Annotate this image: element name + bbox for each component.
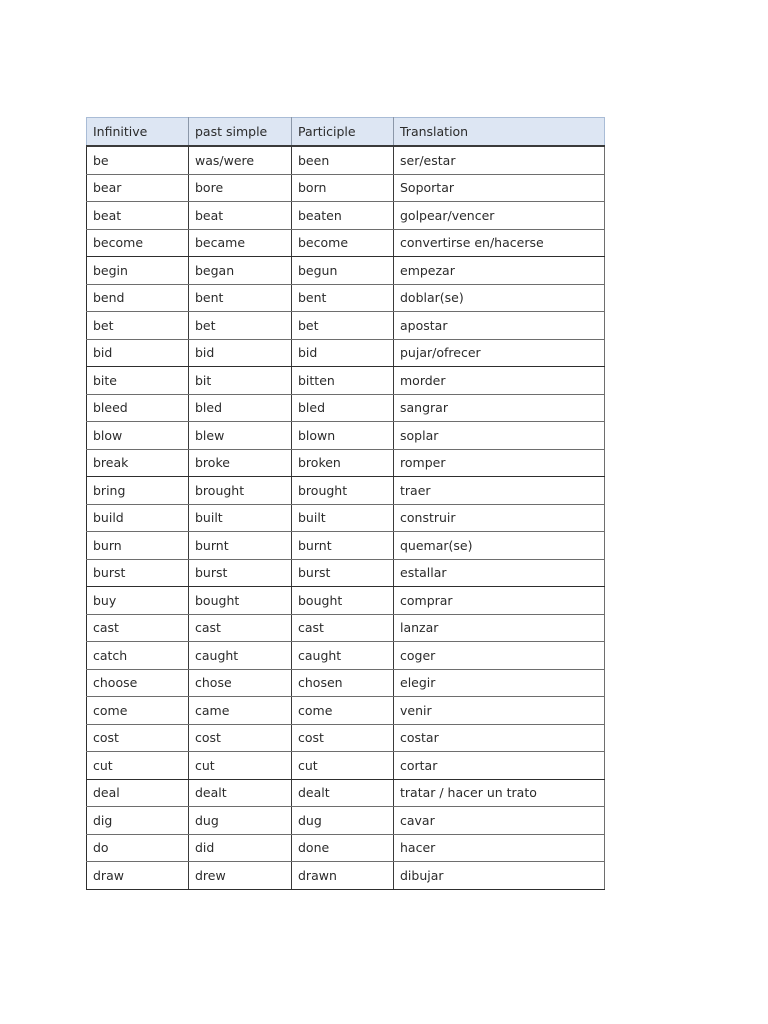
infinitive-cell: bend (87, 284, 189, 312)
participle-cell: been (292, 146, 394, 174)
translation-cell: pujar/ofrecer (394, 339, 605, 367)
translation-cell: traer (394, 477, 605, 505)
infinitive-cell: cost (87, 724, 189, 752)
infinitive-cell: cut (87, 752, 189, 780)
past-simple-cell: was/were (189, 146, 292, 174)
translation-cell: dibujar (394, 862, 605, 890)
participle-cell: done (292, 834, 394, 862)
participle-cell: dug (292, 807, 394, 835)
participle-cell: bet (292, 312, 394, 340)
translation-cell: sangrar (394, 394, 605, 422)
past-simple-cell: built (189, 504, 292, 532)
table-row (87, 257, 605, 285)
table-row (87, 477, 605, 505)
participle-cell: chosen (292, 669, 394, 697)
translation-cell: soplar (394, 422, 605, 450)
table-row (87, 312, 605, 340)
participle-cell: cast (292, 614, 394, 642)
infinitive-cell: burst (87, 559, 189, 587)
infinitive-cell: begin (87, 257, 189, 285)
translation-cell: venir (394, 697, 605, 725)
infinitive-cell: be (87, 146, 189, 174)
participle-cell: born (292, 174, 394, 202)
infinitive-cell: bid (87, 339, 189, 367)
table-row (87, 174, 605, 202)
past-simple-cell: bled (189, 394, 292, 422)
translation-cell: morder (394, 367, 605, 395)
participle-cell: become (292, 229, 394, 257)
translation-cell: romper (394, 449, 605, 477)
translation-cell: quemar(se) (394, 532, 605, 560)
translation-cell: apostar (394, 312, 605, 340)
past-simple-cell: blew (189, 422, 292, 450)
past-simple-cell: burnt (189, 532, 292, 560)
table-row (87, 752, 605, 780)
participle-cell: burnt (292, 532, 394, 560)
infinitive-cell: beat (87, 202, 189, 230)
infinitive-cell: become (87, 229, 189, 257)
translation-cell: golpear/vencer (394, 202, 605, 230)
table-row (87, 587, 605, 615)
table-row (87, 504, 605, 532)
past-simple-cell: began (189, 257, 292, 285)
participle-cell: cut (292, 752, 394, 780)
table-row (87, 394, 605, 422)
participle-cell: bid (292, 339, 394, 367)
translation-cell: hacer (394, 834, 605, 862)
translation-cell: tratar / hacer un trato (394, 779, 605, 807)
past-simple-cell: cost (189, 724, 292, 752)
table-row (87, 669, 605, 697)
table-row (87, 229, 605, 257)
translation-cell: empezar (394, 257, 605, 285)
table-row (87, 779, 605, 807)
table-row (87, 339, 605, 367)
translation-cell: estallar (394, 559, 605, 587)
translation-cell: costar (394, 724, 605, 752)
infinitive-cell: break (87, 449, 189, 477)
past-simple-cell: bid (189, 339, 292, 367)
table-row (87, 862, 605, 890)
translation-cell: Soportar (394, 174, 605, 202)
infinitive-cell: choose (87, 669, 189, 697)
infinitive-cell: come (87, 697, 189, 725)
translation-cell: comprar (394, 587, 605, 615)
translation-cell: doblar(se) (394, 284, 605, 312)
infinitive-cell: bring (87, 477, 189, 505)
participle-cell: built (292, 504, 394, 532)
infinitive-cell: catch (87, 642, 189, 670)
past-simple-cell: bought (189, 587, 292, 615)
translation-cell: convertirse en/hacerse (394, 229, 605, 257)
participle-cell: burst (292, 559, 394, 587)
table-row (87, 367, 605, 395)
table-row (87, 449, 605, 477)
past-simple-cell: bit (189, 367, 292, 395)
past-simple-cell: became (189, 229, 292, 257)
table-row (87, 724, 605, 752)
past-simple-cell: cast (189, 614, 292, 642)
past-simple-cell: bore (189, 174, 292, 202)
past-simple-cell: drew (189, 862, 292, 890)
infinitive-cell: bleed (87, 394, 189, 422)
infinitive-cell: do (87, 834, 189, 862)
table-row (87, 284, 605, 312)
table-row (87, 614, 605, 642)
past-simple-cell: dug (189, 807, 292, 835)
past-simple-cell: bet (189, 312, 292, 340)
table-row (87, 834, 605, 862)
translation-cell: lanzar (394, 614, 605, 642)
past-simple-cell: dealt (189, 779, 292, 807)
table-row (87, 642, 605, 670)
infinitive-cell: draw (87, 862, 189, 890)
infinitive-cell: burn (87, 532, 189, 560)
participle-cell: cost (292, 724, 394, 752)
translation-cell: coger (394, 642, 605, 670)
infinitive-cell: bear (87, 174, 189, 202)
translation-cell: construir (394, 504, 605, 532)
participle-cell: beaten (292, 202, 394, 230)
past-simple-cell: burst (189, 559, 292, 587)
past-simple-cell: brought (189, 477, 292, 505)
header-infinitive: Infinitive (87, 118, 189, 147)
participle-cell: bent (292, 284, 394, 312)
participle-cell: caught (292, 642, 394, 670)
header-row (87, 118, 605, 147)
table-row (87, 422, 605, 450)
infinitive-cell: blow (87, 422, 189, 450)
participle-cell: brought (292, 477, 394, 505)
translation-cell: cortar (394, 752, 605, 780)
participle-cell: come (292, 697, 394, 725)
header-participle: Participle (292, 118, 394, 147)
table-header (87, 118, 605, 147)
past-simple-cell: came (189, 697, 292, 725)
infinitive-cell: dig (87, 807, 189, 835)
table-row (87, 532, 605, 560)
participle-cell: blown (292, 422, 394, 450)
participle-cell: bled (292, 394, 394, 422)
past-simple-cell: chose (189, 669, 292, 697)
past-simple-cell: did (189, 834, 292, 862)
infinitive-cell: buy (87, 587, 189, 615)
infinitive-cell: cast (87, 614, 189, 642)
table-row (87, 559, 605, 587)
infinitive-cell: bet (87, 312, 189, 340)
table-row (87, 202, 605, 230)
participle-cell: dealt (292, 779, 394, 807)
table-body (87, 146, 605, 889)
infinitive-cell: deal (87, 779, 189, 807)
table-row (87, 146, 605, 174)
translation-cell: ser/estar (394, 146, 605, 174)
header-past-simple: past simple (189, 118, 292, 147)
past-simple-cell: cut (189, 752, 292, 780)
header-translation: Translation (394, 118, 605, 147)
past-simple-cell: broke (189, 449, 292, 477)
table-row (87, 807, 605, 835)
translation-cell: cavar (394, 807, 605, 835)
past-simple-cell: bent (189, 284, 292, 312)
table-row (87, 697, 605, 725)
participle-cell: bitten (292, 367, 394, 395)
irregular-verbs-table (86, 117, 605, 890)
translation-cell: elegir (394, 669, 605, 697)
participle-cell: bought (292, 587, 394, 615)
participle-cell: begun (292, 257, 394, 285)
participle-cell: broken (292, 449, 394, 477)
infinitive-cell: build (87, 504, 189, 532)
participle-cell: drawn (292, 862, 394, 890)
past-simple-cell: caught (189, 642, 292, 670)
past-simple-cell: beat (189, 202, 292, 230)
infinitive-cell: bite (87, 367, 189, 395)
